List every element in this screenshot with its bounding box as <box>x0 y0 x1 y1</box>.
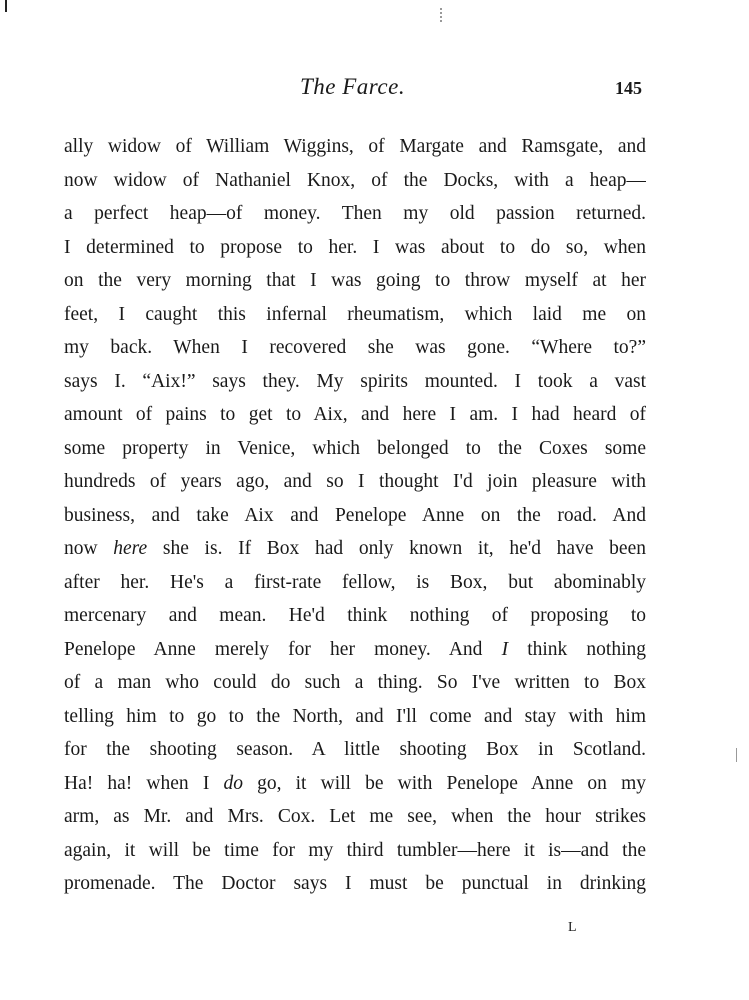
text-line: says I. “Aix!” says they. My spirits mounted. I took a vast <box>64 370 646 392</box>
margin-mark <box>5 0 7 12</box>
text-line: after her. He's a first-rate fellow, is Box, but abominably <box>64 571 646 593</box>
text-line: feet, I caught this infernal rheumatism, which laid me on <box>64 303 646 325</box>
page-number: 145 <box>615 78 642 98</box>
signature-mark: L <box>568 920 577 935</box>
text-line: on the very morning that I was going to throw myself at her <box>64 270 646 291</box>
text-line: ally widow of William Wiggins, of Margate and Ramsgate, and <box>64 136 646 157</box>
text-line: telling him to go to the North, and I'll come and stay with him <box>64 705 646 727</box>
text-line: now here she is. If Box had only known it, he'd have been <box>64 538 646 559</box>
text-line: mercenary and mean. He'd think nothing of proposing to <box>64 605 646 626</box>
text-line: business, and take Aix and Penelope Anne on the road. And <box>64 504 646 526</box>
text-line: amount of pains to get to Aix, and here I am. I had heard of <box>64 404 646 425</box>
text-line: now widow of Nathaniel Knox, of the Docks, with a heap— <box>64 169 646 191</box>
text-line: my back. When I recovered she was gone. “Where to?” <box>64 337 646 358</box>
text-line: of a man who could do such a thing. So I've written to Box <box>64 672 646 693</box>
text-line: hundreds of years ago, and so I thought I'd join pleasure with <box>64 471 646 492</box>
text-line: for the shooting season. A little shooting Box in Scotland. <box>64 739 646 760</box>
margin-tick <box>736 748 737 762</box>
text-line: Penelope Anne merely for her money. And I think nothing <box>64 638 646 660</box>
text-line: I determined to propose to her. I was about to do so, when <box>64 236 646 258</box>
running-title: The Farce. <box>300 74 406 99</box>
body-text <box>64 130 646 901</box>
text-line: some property in Venice, which belonged to the Coxes some <box>64 437 646 459</box>
text-line: Ha! ha! when I do go, it will be with Penelope Anne on my <box>64 772 646 794</box>
paper-speck <box>440 8 442 22</box>
text-line: promenade. The Doctor says I must be punctual in drinking <box>64 873 646 894</box>
text-line: again, it will be time for my third tumbler—here it is—and the <box>64 839 646 861</box>
text-line: arm, as Mr. and Mrs. Cox. Let me see, when the hour strikes <box>64 806 646 827</box>
text-line: a perfect heap—of money. Then my old passion returned. <box>64 203 646 224</box>
